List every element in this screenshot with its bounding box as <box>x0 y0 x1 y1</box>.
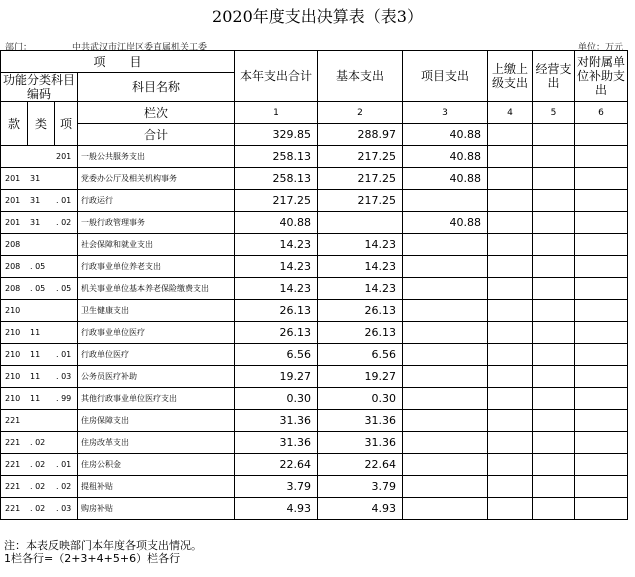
function-code <box>1 322 78 344</box>
empty-cell <box>533 498 575 520</box>
table-row <box>1 256 628 278</box>
code-part: 210 <box>5 372 21 381</box>
amount-basic: 31.36 <box>318 410 403 432</box>
empty-cell <box>533 388 575 410</box>
amount-total: 19.27 <box>235 366 318 388</box>
code-part: 11 <box>30 328 41 337</box>
subject-name: 购房补贴 <box>78 498 235 520</box>
empty-cell <box>488 190 533 212</box>
amount-project <box>403 498 488 520</box>
table-row <box>1 322 628 344</box>
function-code <box>1 212 78 234</box>
function-code <box>1 498 78 520</box>
empty-cell <box>488 454 533 476</box>
code-part: 208 <box>5 240 21 249</box>
subject-name: 卫生健康支出 <box>78 300 235 322</box>
code-part: . 01 <box>56 350 72 359</box>
empty-cell <box>533 168 575 190</box>
subject-name: 住房保障支出 <box>78 410 235 432</box>
empty-cell <box>533 366 575 388</box>
col-number: 3 <box>403 102 488 124</box>
function-code <box>1 256 78 278</box>
empty-cell <box>488 498 533 520</box>
function-code <box>1 190 78 212</box>
empty-cell <box>488 322 533 344</box>
amount-total: 40.88 <box>235 212 318 234</box>
table-row <box>1 344 628 366</box>
amount-project <box>403 300 488 322</box>
subject-name: 一般公共服务支出 <box>78 146 235 168</box>
function-code <box>1 278 78 300</box>
amount-project <box>403 278 488 300</box>
empty-cell <box>533 344 575 366</box>
amount-total: 258.13 <box>235 168 318 190</box>
table-row <box>1 146 628 168</box>
amount-total: 258.13 <box>235 146 318 168</box>
amount-total: 22.64 <box>235 454 318 476</box>
empty-cell <box>488 344 533 366</box>
amount-total: 217.25 <box>235 190 318 212</box>
function-code <box>1 476 78 498</box>
amount-project <box>403 234 488 256</box>
header-total: 本年支出合计 <box>235 51 318 102</box>
header-xiang: 项 <box>55 102 78 146</box>
empty-cell <box>488 146 533 168</box>
subject-name: 公务员医疗补助 <box>78 366 235 388</box>
empty-cell <box>488 234 533 256</box>
subject-name: 社会保障和就业支出 <box>78 234 235 256</box>
code-part: 210 <box>5 328 21 337</box>
empty-cell <box>488 168 533 190</box>
empty-cell <box>533 146 575 168</box>
table-row <box>1 476 628 498</box>
amount-total: 3.79 <box>235 476 318 498</box>
header-kuan: 款 <box>1 102 28 146</box>
code-part: 221 <box>5 460 21 469</box>
table-row <box>1 234 628 256</box>
header-project: 项目支出 <box>403 51 488 102</box>
subject-name: 其他行政事业单位医疗支出 <box>78 388 235 410</box>
table-row <box>1 432 628 454</box>
empty-cell <box>575 454 628 476</box>
header-business: 经营支出 <box>533 51 575 102</box>
amount-project: 40.88 <box>403 212 488 234</box>
empty-cell <box>488 388 533 410</box>
amount-basic: 0.30 <box>318 388 403 410</box>
empty-cell <box>575 388 628 410</box>
table-row <box>1 366 628 388</box>
note-line: 1栏各行=（2+3+4+5+6）栏各行 <box>4 552 181 565</box>
empty-cell <box>575 168 628 190</box>
empty-cell <box>488 410 533 432</box>
amount-project <box>403 388 488 410</box>
code-part: . 03 <box>56 372 72 381</box>
table-row <box>1 190 628 212</box>
table-row <box>1 168 628 190</box>
header-basic: 基本支出 <box>318 51 403 102</box>
code-part: . 02 <box>30 438 46 447</box>
amount-total: 4.93 <box>235 498 318 520</box>
notes <box>4 539 202 565</box>
code-part: . 99 <box>56 394 72 403</box>
code-part: 201 <box>5 174 21 183</box>
code-part: 210 <box>5 306 21 315</box>
function-code <box>1 432 78 454</box>
subject-name: 住房改革支出 <box>78 432 235 454</box>
amount-project <box>403 476 488 498</box>
code-part: 210 <box>5 394 21 403</box>
amount-project <box>403 366 488 388</box>
amount-total: 26.13 <box>235 322 318 344</box>
report-title: 2020年度支出决算表（表3） <box>212 7 423 26</box>
subject-name: 行政事业单位养老支出 <box>78 256 235 278</box>
amount-basic: 3.79 <box>318 476 403 498</box>
amount-basic: 14.23 <box>318 234 403 256</box>
empty-cell <box>575 432 628 454</box>
code-part: 11 <box>30 372 41 381</box>
amount-basic: 217.25 <box>318 168 403 190</box>
department-name: 中共武汉市江岸区委直属机关工委 <box>72 43 208 53</box>
header-subject-name: 科目名称 <box>78 73 235 102</box>
code-part: . 01 <box>56 460 72 469</box>
empty-cell <box>575 234 628 256</box>
subject-name: 一般行政管理事务 <box>78 212 235 234</box>
empty-cell <box>533 256 575 278</box>
amount-total: 14.23 <box>235 278 318 300</box>
code-part: 208 <box>5 262 21 271</box>
subject-name: 行政单位医疗 <box>78 344 235 366</box>
amount-total: 31.36 <box>235 410 318 432</box>
function-code <box>1 234 78 256</box>
empty-cell <box>575 212 628 234</box>
empty-cell <box>575 322 628 344</box>
subject-name: 党委办公厅及相关机构事务 <box>78 168 235 190</box>
code-part: . 02 <box>56 482 72 491</box>
function-code <box>1 344 78 366</box>
table-row <box>1 212 628 234</box>
table-row <box>1 410 628 432</box>
empty-cell <box>533 234 575 256</box>
header-lei: 类 <box>28 102 55 146</box>
subject-name: 住房公积金 <box>78 454 235 476</box>
function-code <box>1 168 78 190</box>
header-func-code: 功能分类科目编码 <box>1 73 78 102</box>
empty-cell <box>575 366 628 388</box>
code-part: 221 <box>5 482 21 491</box>
subject-name: 提租补贴 <box>78 476 235 498</box>
header-subsidy-lower: 对附属单位补助支出 <box>575 51 628 102</box>
empty-cell <box>575 344 628 366</box>
code-part: 201 <box>5 218 21 227</box>
empty-cell <box>575 300 628 322</box>
col-number: 2 <box>318 102 403 124</box>
code-part: . 01 <box>56 196 72 205</box>
column-label: 栏次 <box>78 102 235 124</box>
function-code <box>1 146 78 168</box>
department-label: 部门： <box>5 43 33 53</box>
empty-cell <box>488 212 533 234</box>
amount-total: 14.23 <box>235 256 318 278</box>
table-row <box>1 300 628 322</box>
amount-basic: 19.27 <box>318 366 403 388</box>
table-row <box>1 498 628 520</box>
amount-project <box>403 322 488 344</box>
empty-cell <box>533 322 575 344</box>
code-part: 210 <box>5 350 21 359</box>
code-part: . 05 <box>30 262 46 271</box>
empty-cell <box>488 278 533 300</box>
empty-cell <box>488 366 533 388</box>
empty-cell <box>533 278 575 300</box>
amount-project <box>403 410 488 432</box>
code-part: 221 <box>5 438 21 447</box>
empty-cell <box>488 432 533 454</box>
amount-project <box>403 432 488 454</box>
function-code <box>1 300 78 322</box>
code-part: . 05 <box>30 284 46 293</box>
code-part: 221 <box>5 416 21 425</box>
subject-name: 行政事业单位医疗 <box>78 322 235 344</box>
code-part: 208 <box>5 284 21 293</box>
empty-cell <box>575 146 628 168</box>
total-sum: 329.85 <box>235 124 318 146</box>
function-code <box>1 454 78 476</box>
code-part: 201 <box>5 196 21 205</box>
amount-basic: 14.23 <box>318 256 403 278</box>
code-part: . 02 <box>30 482 46 491</box>
amount-project <box>403 256 488 278</box>
empty-cell <box>488 256 533 278</box>
code-part: 11 <box>30 394 41 403</box>
total-basic: 288.97 <box>318 124 403 146</box>
empty-cell <box>575 476 628 498</box>
function-code <box>1 410 78 432</box>
amount-basic: 26.13 <box>318 300 403 322</box>
table-row <box>1 278 628 300</box>
amount-basic: 14.23 <box>318 278 403 300</box>
code-part: . 02 <box>56 218 72 227</box>
total-row <box>1 124 628 146</box>
amount-project <box>403 190 488 212</box>
code-part: 11 <box>30 350 41 359</box>
amount-basic: 4.93 <box>318 498 403 520</box>
amount-basic: 22.64 <box>318 454 403 476</box>
amount-total: 31.36 <box>235 432 318 454</box>
empty-cell <box>533 432 575 454</box>
amount-project <box>403 344 488 366</box>
empty-cell <box>575 498 628 520</box>
code-part: 221 <box>5 504 21 513</box>
amount-project: 40.88 <box>403 168 488 190</box>
function-code <box>1 388 78 410</box>
empty-cell <box>488 476 533 498</box>
col-number: 5 <box>533 102 575 124</box>
function-code <box>1 366 78 388</box>
code-part: . 02 <box>30 504 46 513</box>
empty-cell <box>575 190 628 212</box>
code-part: . 03 <box>56 504 72 513</box>
total-label: 合计 <box>78 124 235 146</box>
code-part: 31 <box>30 218 41 227</box>
amount-total: 14.23 <box>235 234 318 256</box>
empty-cell <box>533 410 575 432</box>
subject-name: 行政运行 <box>78 190 235 212</box>
col-number: 6 <box>575 102 628 124</box>
note-line: 注：本表反映部门本年度各项支出情况。 <box>4 539 202 552</box>
empty-cell <box>533 476 575 498</box>
empty-cell <box>533 212 575 234</box>
header-item: 项 目 <box>1 51 235 73</box>
amount-basic: 26.13 <box>318 322 403 344</box>
empty-cell <box>488 300 533 322</box>
code-part: . 02 <box>30 460 46 469</box>
empty-cell <box>575 410 628 432</box>
expenditure-table <box>0 50 628 520</box>
code-part: 31 <box>30 196 41 205</box>
empty-cell <box>533 190 575 212</box>
code-part: 31 <box>30 174 41 183</box>
header-subsidy-upper: 上缴上级支出 <box>488 51 533 102</box>
amount-basic <box>318 212 403 234</box>
col-number: 1 <box>235 102 318 124</box>
amount-basic: 31.36 <box>318 432 403 454</box>
table-row <box>1 454 628 476</box>
amount-basic: 6.56 <box>318 344 403 366</box>
subject-name: 机关事业单位基本养老保险缴费支出 <box>78 278 235 300</box>
amount-total: 0.30 <box>235 388 318 410</box>
col-number: 4 <box>488 102 533 124</box>
empty-cell <box>533 300 575 322</box>
total-project: 40.88 <box>403 124 488 146</box>
empty-cell <box>575 256 628 278</box>
empty-cell <box>575 278 628 300</box>
amount-total: 26.13 <box>235 300 318 322</box>
code-part: 201 <box>56 152 72 161</box>
code-part: . 05 <box>56 284 72 293</box>
table-row <box>1 388 628 410</box>
empty-cell <box>533 454 575 476</box>
amount-project: 40.88 <box>403 146 488 168</box>
amount-total: 6.56 <box>235 344 318 366</box>
amount-basic: 217.25 <box>318 190 403 212</box>
amount-project <box>403 454 488 476</box>
amount-basic: 217.25 <box>318 146 403 168</box>
unit-label: 单位：万元 <box>577 43 623 53</box>
